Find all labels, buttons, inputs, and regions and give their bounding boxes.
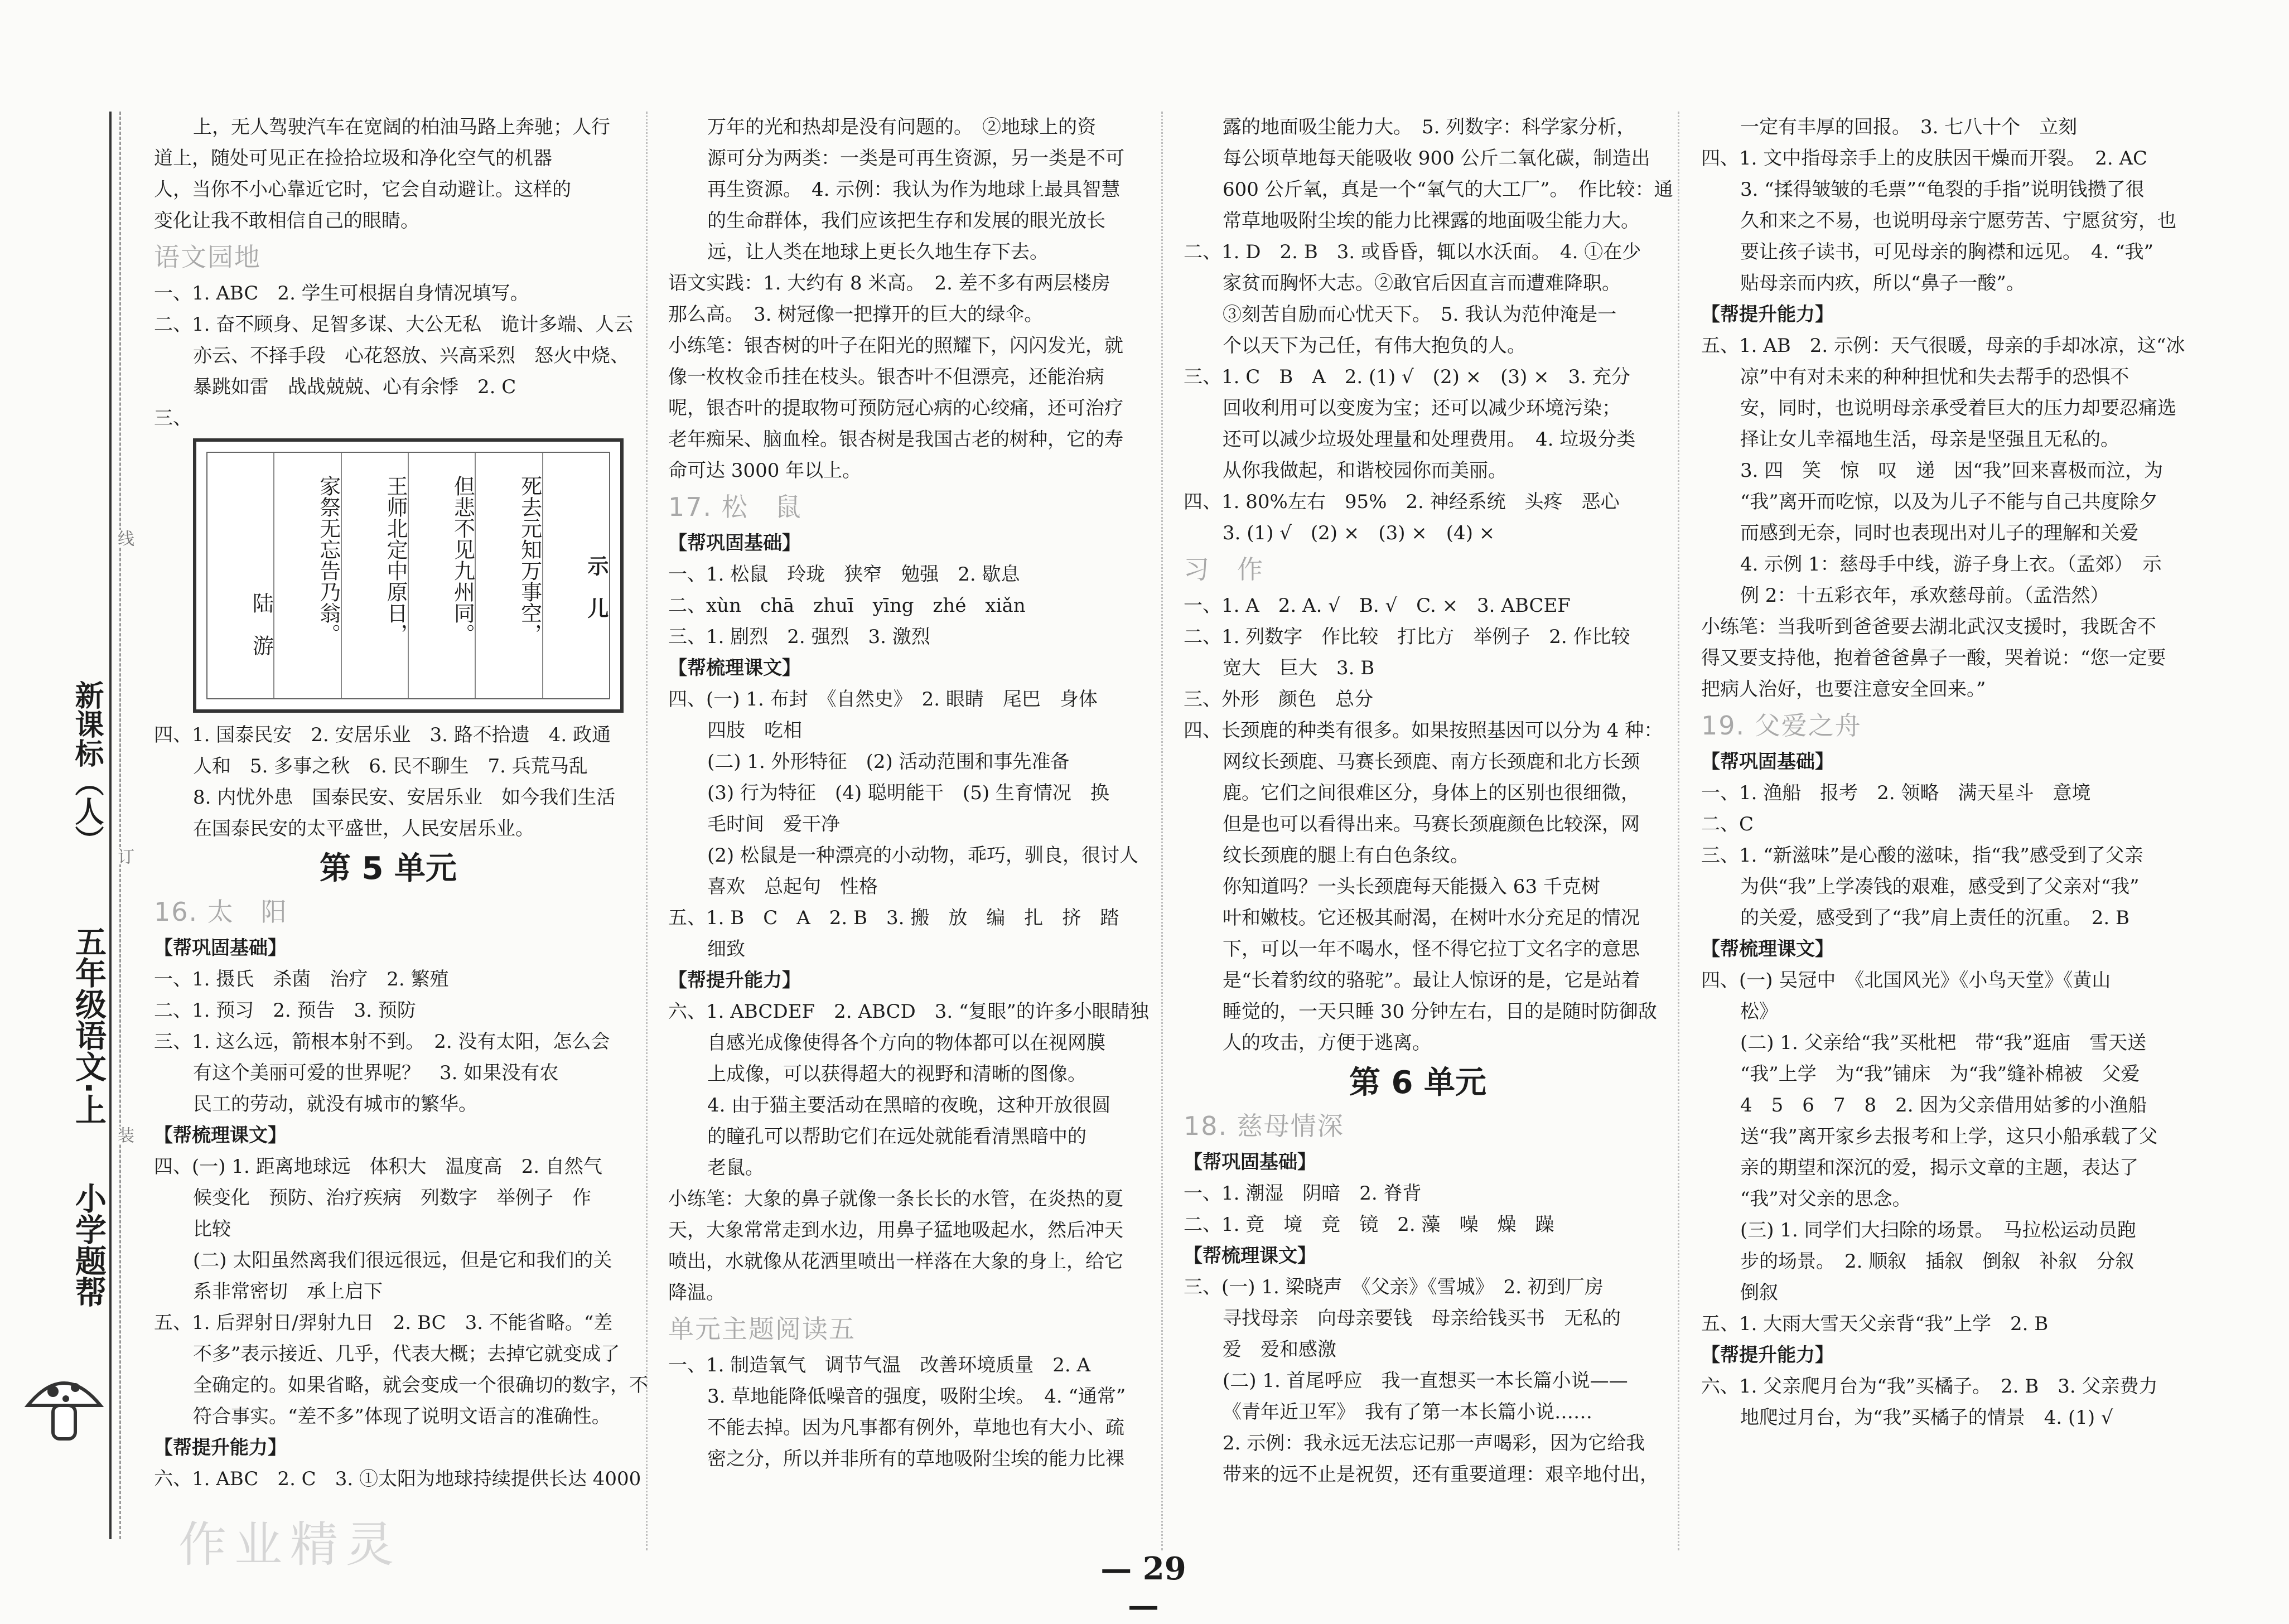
column-separator [646, 112, 648, 1550]
text-line: 一、1. A 2. A. √ B. √ C. × 3. ABCEF [1184, 594, 1571, 617]
text-line: 把病人治好，也要注意安全回来。” [1701, 678, 1986, 700]
text-line: 再生资源。 4. 示例：我认为作为地球上最具智慧 [707, 178, 1121, 201]
text-line: 叶和嫩枝。它还极其耐渴，在树叶水分充足的情况 [1223, 907, 1640, 929]
text-line: 凉”中有对未来的种种担忧和失去帮手的恐惧不 [1740, 366, 2129, 388]
text-line: 3. 草地能降低噪音的强度，吸附尘埃。 4. “通常” [707, 1385, 1126, 1408]
text-line: 的瞳孔可以帮助它们在远处就能看清黑暗中的 [707, 1125, 1086, 1148]
subsection-heading: 【帮提升能力】 [1701, 1344, 1834, 1366]
text-line: 四、长颈鹿的种类有很多。如果按照基因可以分为 4 种： [1184, 719, 1663, 742]
text-line: 要让孩子读书，可见母亲的胸襟和远见。 4. “我” [1740, 241, 2154, 263]
text-line: 下，可以一年不喝水，怪不得它拉丁文名字的意思 [1223, 938, 1640, 960]
text-line: 二、1. 预习 2. 预告 3. 预防 [154, 999, 416, 1022]
brand-title: 小学题帮 [70, 1182, 107, 1307]
subsection-heading: 【帮巩固基础】 [668, 532, 801, 554]
text-line: 3. 四 笑 惊 叹 递 因“我”回来喜极而泣，为 [1740, 460, 2164, 482]
text-line: 贴母亲而内疚，所以“鼻子一酸”。 [1740, 272, 2025, 294]
text-line: 三、1. C B A 2. (1) √ (2) × (3) × 3. 充分 [1184, 366, 1630, 388]
text-line: 纹长颈鹿的腿上有白色条纹。 [1223, 844, 1469, 867]
text-line: 为供“我”上学凑钱的艰难，感受到了父亲对“我” [1740, 876, 2140, 898]
answer-column-1 [154, 112, 648, 1495]
text-line: 符合事实。“差不多”体现了说明文语言的准确性。 [193, 1405, 611, 1428]
text-line: 二、xùn chā zhuī yīng zhé xiǎn [668, 594, 1026, 617]
poem-line: 但悲不见九州同。 [408, 453, 475, 698]
text-line: 一、1. ABC 2. 学生可根据自身情况填写。 [154, 282, 529, 304]
text-line: 的关爱，感受到了“我”肩上责任的沉重。 2. B [1740, 907, 2129, 929]
text-line: 三、外形 颜色 总分 [1184, 688, 1373, 710]
answer-column-4 [1701, 112, 2185, 1433]
text-line: 爱 爱和感激 [1223, 1338, 1336, 1361]
lesson-title: 习 作 [1184, 554, 1264, 584]
text-line: 从你我做起，和谐校园你而美丽。 [1223, 460, 1507, 482]
text-line: 六、1. 父亲爬月台为“我”买橘子。 2. B 3. 父亲费力 [1701, 1375, 2158, 1398]
text-line: 安，同时，也说明母亲承受着巨大的压力却要忍痛选 [1740, 397, 2176, 419]
text-line: 那么高。 3. 树冠像一把撑开的巨大的绿伞。 [668, 303, 1044, 326]
book-title: 五年级语文·上 [70, 926, 107, 1125]
subsection-heading: 【帮梳理课文】 [154, 1124, 287, 1147]
binding-mark-bind: 装 [112, 1127, 136, 1143]
text-line: 语文实践：1. 大约有 8 米高。 2. 差不多有两层楼房 [668, 272, 1110, 294]
text-line: 万年的光和热却是没有问题的。 ②地球上的资 [707, 116, 1096, 138]
watermark-text: 作业精灵 [178, 1517, 402, 1573]
text-line: 在国泰民安的太平盛世，人民安居乐业。 [193, 818, 534, 840]
text-line: 3. (1) √ (2) × (3) × (4) × [1223, 522, 1495, 544]
text-line: 亦云、不择手段 心花怒放、兴高采烈 怒火中烧、 [193, 345, 629, 367]
text-line: 源可分为两类：一类是可再生资源，另一类是不可 [707, 147, 1124, 170]
text-line: 上，无人驾驶汽车在宽阔的柏油马路上奔驰；人行 [193, 116, 610, 138]
text-line: 一定有丰厚的回报。 3. 七八十个 立刻 [1740, 116, 2078, 138]
text-line: 命可达 3000 年以上。 [668, 460, 862, 482]
text-line: 三、1. “新滋味”是心酸的滋味，指“我”感受到了父亲 [1701, 844, 2143, 867]
unit-heading: 第 5 单元 [320, 850, 457, 887]
lesson-title: 19. 父爱之舟 [1701, 710, 1862, 741]
text-line: 还可以减少垃圾处理量和处理费用。 4. 垃圾分类 [1223, 428, 1636, 451]
text-line: 一、1. 潮湿 阴暗 2. 脊背 [1184, 1182, 1422, 1205]
text-line: “我”对父亲的思念。 [1740, 1188, 1911, 1210]
text-line: (二) 1. 外形特征 (2) 活动范围和事先准备 [707, 751, 1070, 773]
text-line: 一、1. 制造氧气 调节气温 改善环境质量 2. A [668, 1354, 1091, 1376]
text-line: 远，让人类在地球上更长久地生存下去。 [707, 241, 1049, 263]
text-line: 四、1. 80%左右 95% 2. 神经系统 头疼 恶心 [1184, 491, 1620, 513]
text-line: 暴跳如雷 战战兢兢、心有余悸 2. C [193, 376, 516, 398]
text-line: 有这个美丽可爱的世界呢？ 3. 如果没有农 [193, 1062, 559, 1084]
text-line: 自感光成像使得各个方向的物体都可以在视网膜 [707, 1032, 1105, 1054]
subsection-heading: 【帮巩固基础】 [1184, 1151, 1316, 1173]
text-line: (3) 行为特征 (4) 聪明能干 (5) 生育情况 换 [707, 782, 1109, 804]
poem-line: 死去元知万事空， [475, 453, 542, 698]
text-line: 三、1. 这么远，箭根本射不到。 2. 没有太阳，怎么会 [154, 1031, 610, 1053]
text-line: 2. 示例：我永远无法忘记那一声喝彩，因为它给我 [1223, 1432, 1645, 1454]
text-line: 宽大 巨大 3. B [1223, 657, 1375, 679]
text-line: 常草地吸附尘埃的能力比裸露的地面吸尘能力大。 [1223, 210, 1640, 232]
text-line: 小练笔：当我听到爸爸要去湖北武汉支援时，我既舍不 [1701, 616, 2156, 638]
text-line: 人和 5. 多事之秋 6. 民不聊生 7. 兵荒马乱 [193, 755, 588, 777]
subsection-heading: 【帮巩固基础】 [154, 937, 287, 959]
text-line: 一、1. 渔船 报考 2. 领略 满天星斗 意境 [1701, 782, 2091, 804]
page-number: — 29 — [1100, 1550, 1186, 1624]
text-line: 五、1. B C A 2. B 3. 搬 放 编 扎 挤 踏 [668, 907, 1119, 929]
text-line: ③刻苦自励而心忧天下。 5. 我认为范仲淹是一 [1223, 303, 1617, 326]
column-separator [1161, 112, 1163, 1550]
text-line: (三) 1. 同学们大扫除的场景。 马拉松运动员跑 [1740, 1219, 2136, 1241]
margin-rule [109, 112, 112, 1539]
text-line: 个以天下为己任，有伟大抱负的人。 [1223, 335, 1526, 357]
text-line: 送“我”离开家乡去报考和上学，这只小船承载了父 [1740, 1125, 2158, 1148]
text-line: 8. 内忧外患 国泰民安、安居乐业 如今我们生活 [193, 786, 616, 809]
binding-line [119, 112, 121, 1539]
text-line: 但是也可以看得出来。马赛长颈鹿颜色比较深，网 [1223, 813, 1640, 835]
text-line: 回收利用可以变废为宝；还可以减少环境污染； [1223, 397, 1621, 419]
text-line: 四、1. 国泰民安 2. 安居乐业 3. 路不拾遗 4. 政通 [154, 724, 611, 746]
text-line: 密之分，所以并非所有的草地吸附尘埃的能力比裸 [707, 1448, 1124, 1470]
text-line: “我”离开而吃惊，以及为儿子不能与自己共度除夕 [1740, 491, 2158, 513]
subsection-heading: 【帮梳理课文】 [1184, 1245, 1316, 1267]
text-line: 二、1. D 2. B 3. 或昏昏，辄以水沃面。 4. ①在少 [1184, 241, 1641, 263]
binding-mark-line: 线 [112, 530, 136, 547]
text-line: 小练笔：大象的鼻子就像一条长长的水管，在炎热的夏 [668, 1188, 1123, 1210]
answer-column-2 [668, 112, 1149, 1475]
text-line: (二) 1. 父亲给“我”买枇杷 带“我”逛庙 雪天送 [1740, 1032, 2147, 1054]
text-line: 五、1. AB 2. 示例：天气很暖，母亲的手却冰凉，这“冰 [1701, 335, 2185, 357]
text-line: 露的地面吸尘能力大。 5. 列数字：科学家分析， [1223, 116, 1636, 138]
text-line: 松》 [1740, 1000, 1778, 1023]
poem-box [193, 438, 624, 713]
text-line: 网纹长颈鹿、马赛长颈鹿、南方长颈鹿和北方长颈 [1223, 751, 1640, 773]
text-line: 五、1. 后羿射日/羿射九日 2. BC 3. 不能省略。“差 [154, 1312, 613, 1334]
text-line: 二、1. 列数字 作比较 打比方 举例子 2. 作比较 [1184, 626, 1630, 648]
text-line: (二) 1. 首尾呼应 我一直想买一本长篇小说—— [1223, 1370, 1628, 1392]
subsection-heading: 【帮巩固基础】 [1701, 751, 1834, 773]
poem-line: 王师北定中原日， [341, 453, 408, 698]
text-line: 人的攻击，方便于逃离。 [1223, 1032, 1431, 1054]
text-line: 鹿。它们之间很难区分，身体上的区别也很细微， [1223, 782, 1640, 804]
text-line: 择让女儿幸福地生活，母亲是坚强且无私的。 [1740, 428, 2119, 451]
text-line: 上成像，可以获得超大的视野和清晰的图像。 [707, 1063, 1086, 1085]
text-line: 四、(一) 1. 布封 《自然史》 2. 眼睛 尾巴 身体 [668, 688, 1098, 710]
lesson-title: 17. 松 鼠 [668, 492, 802, 522]
unit-heading: 第 6 单元 [1349, 1065, 1486, 1101]
text-line: 一、1. 松鼠 玲珑 狭窄 勉强 2. 歇息 [668, 563, 1020, 586]
text-line: 四、(一) 吴冠中 《北国风光》《小鸟天堂》《黄山 [1701, 969, 2111, 992]
subsection-heading: 【帮提升能力】 [1701, 303, 1834, 326]
subsection-heading: 【帮梳理课文】 [668, 657, 801, 679]
text-line: 一、1. 摄氏 杀菌 治疗 2. 繁殖 [154, 968, 449, 990]
poem-title: 示 儿 [542, 453, 609, 698]
text-line: 天，大象常常走到水边，用鼻子猛地吸起水，然后冲天 [668, 1219, 1123, 1241]
text-line: 三、 [154, 407, 192, 429]
text-line: 每公顷草地每天能吸收 900 公斤二氧化碳，制造出 [1223, 147, 1650, 170]
binding-mark-staple: 订 [112, 848, 136, 864]
text-line: 全确定的。如果省略，就会变成一个很确切的数字，不 [193, 1374, 648, 1396]
text-line: 而感到无奈，同时也表现出对儿子的理解和关爱 [1740, 522, 2138, 544]
column-separator [1678, 112, 1679, 1550]
text-line: 得又要支持他，抱着爸爸鼻子一酸，哭着说：“您一定要 [1701, 647, 2166, 669]
answer-column-3 [1184, 112, 1673, 1490]
text-line: 地爬过月台，为“我”买橘子的情景 4. (1) √ [1740, 1406, 2113, 1429]
text-line: 像一枚枚金币挂在枝头。银杏叶不但漂亮，还能治病 [668, 366, 1104, 388]
text-line: 喷出，水就像从花洒里喷出一样落在大象的身上，给它 [668, 1250, 1123, 1273]
text-line: 二、C [1701, 813, 1754, 835]
text-line: 不多”表示接近、几乎，代表大概；去掉它就变成了 [193, 1343, 620, 1365]
text-line: 三、(一) 1. 梁晓声 《父亲》《雪城》 2. 初到厂房 [1184, 1276, 1604, 1298]
text-line: 变化让我不敢相信自己的眼睛。 [154, 210, 419, 232]
text-line: 二、1. 奋不顾身、足智多谋、大公无私 诡计多端、人云 [154, 313, 634, 336]
subsection-heading: 【帮提升能力】 [668, 969, 801, 992]
text-line: 睡觉的，一天只睡 30 分钟左右，目的是随时防御敌 [1223, 1000, 1657, 1023]
text-line: 寻找母亲 向母亲要钱 母亲给钱买书 无私的 [1223, 1307, 1621, 1330]
text-line: 600 公斤氧，真是一个“氧气的大工厂”。 作比较：通 [1223, 178, 1673, 201]
text-line: 二、1. 竟 境 竞 镜 2. 藻 噪 燥 躁 [1184, 1214, 1554, 1236]
poem-author: 陆 游 [249, 592, 274, 656]
subsection-heading: 【帮提升能力】 [154, 1437, 287, 1459]
text-line: 道上，随处可见正在捡拾垃圾和净化空气的机器 [154, 147, 552, 170]
text-line: 四肢 吃相 [707, 719, 802, 742]
subsection-heading: 【帮梳理课文】 [1701, 938, 1834, 960]
text-line: 4 5 6 7 8 2. 因为父亲借用姑爹的小渔船 [1740, 1094, 2147, 1116]
text-line: 久和来之不易，也说明母亲宁愿劳苦、宁愿贫穷，也 [1740, 210, 2176, 232]
edition-label: 新课标（人） [70, 680, 103, 854]
text-line: 4. 由于猫主要活动在黑暗的夜晚，这种开放很圆 [707, 1094, 1111, 1116]
text-line: 比较 [193, 1218, 231, 1240]
text-line: 六、1. ABCDEF 2. ABCD 3. “复眼”的许多小眼睛独 [668, 1000, 1149, 1023]
text-line: 喜欢 总起句 性格 [707, 876, 878, 898]
text-line: 老年痴呆、脑血栓。银杏树是我国古老的树种，它的寿 [668, 428, 1123, 451]
text-line: 候变化 预防、治疗疾病 列数字 举例子 作 [193, 1187, 591, 1209]
text-line: 例 2：十五彩衣年，承欢慈母前。（孟浩然） [1740, 584, 2109, 607]
text-line: (二) 太阳虽然离我们很远很远，但是它和我们的关 [193, 1249, 612, 1272]
lesson-title: 18. 慈母情深 [1184, 1111, 1344, 1141]
text-line: 四、(一) 1. 距离地球远 体积大 温度高 2. 自然气 [154, 1156, 602, 1178]
text-line: 你知道吗？一头长颈鹿每天能摄入 63 千克树 [1223, 876, 1600, 898]
text-line: 家贫而胸怀大志。②敢官后因直言而遭难降职。 [1223, 272, 1621, 294]
lesson-title: 单元主题阅读五 [668, 1314, 856, 1344]
text-line: 毛时间 爱干净 [707, 813, 840, 835]
text-line: 4. 示例 1：慈母手中线，游子身上衣。（孟郊） 示 [1740, 553, 2162, 576]
text-line: 带来的远不止是祝贺，还有重要道理：艰辛地付出， [1223, 1463, 1659, 1486]
text-line: 三、1. 剧烈 2. 强烈 3. 激烈 [668, 626, 930, 648]
text-line: 六、1. ABC 2. C 3. ①太阳为地球持续提供长达 4000 [154, 1468, 641, 1490]
text-line: 人，当你不小心靠近它时，它会自动避让。这样的 [154, 178, 571, 201]
text-line: 是“长着豹纹的骆驼”。最让人惊讶的是，它是站着 [1223, 969, 1640, 992]
mushroom-logo-icon [22, 1361, 106, 1450]
text-line: 四、1. 文中指母亲手上的皮肤因干燥而开裂。 2. AC [1701, 147, 2148, 170]
text-line: 不能去掉。因为凡事都有例外，草地也有大小、疏 [707, 1417, 1124, 1439]
text-line: (2) 松鼠是一种漂亮的小动物，乖巧，驯良，很讨人 [707, 844, 1138, 867]
text-line: 系非常密切 承上启下 [193, 1280, 383, 1303]
text-line: 《青年近卫军》 我有了第一本长篇小说…… [1223, 1401, 1592, 1423]
text-line: 3. “揉得皱皱的毛票”“龟裂的手指”说明钱攒了很 [1740, 178, 2145, 201]
text-line: 老鼠。 [707, 1157, 764, 1179]
lesson-title: 16. 太 阳 [154, 897, 288, 927]
text-line: 步的场景。 2. 顺叙 插叙 倒叙 补叙 分叙 [1740, 1250, 2135, 1273]
text-line: “我”上学 为“我”铺床 为“我”缝补棉被 父爱 [1740, 1063, 2140, 1085]
text-line: 小练笔：银杏树的叶子在阳光的照耀下，闪闪发光，就 [668, 335, 1123, 357]
poem-line: 家祭无忘告乃翁。 [273, 453, 340, 698]
text-line: 降温。 [668, 1282, 725, 1304]
text-line: 亲的期望和深沉的爱，揭示文章的主题，表达了 [1740, 1157, 2138, 1179]
section-title: 语文园地 [154, 242, 261, 272]
text-line: 民工的劳动，就没有城市的繁华。 [193, 1093, 477, 1115]
text-line: 细致 [707, 938, 745, 960]
text-line: 倒叙 [1740, 1282, 1778, 1304]
text-line: 五、1. 大雨大雪天父亲背“我”上学 2. B [1701, 1313, 2049, 1335]
text-line: 的生命群体，我们应该把生存和发展的眼光放长 [707, 210, 1105, 232]
text-line: 呢，银杏叶的提取物可预防冠心病的心绞痛，还可治疗 [668, 397, 1123, 419]
